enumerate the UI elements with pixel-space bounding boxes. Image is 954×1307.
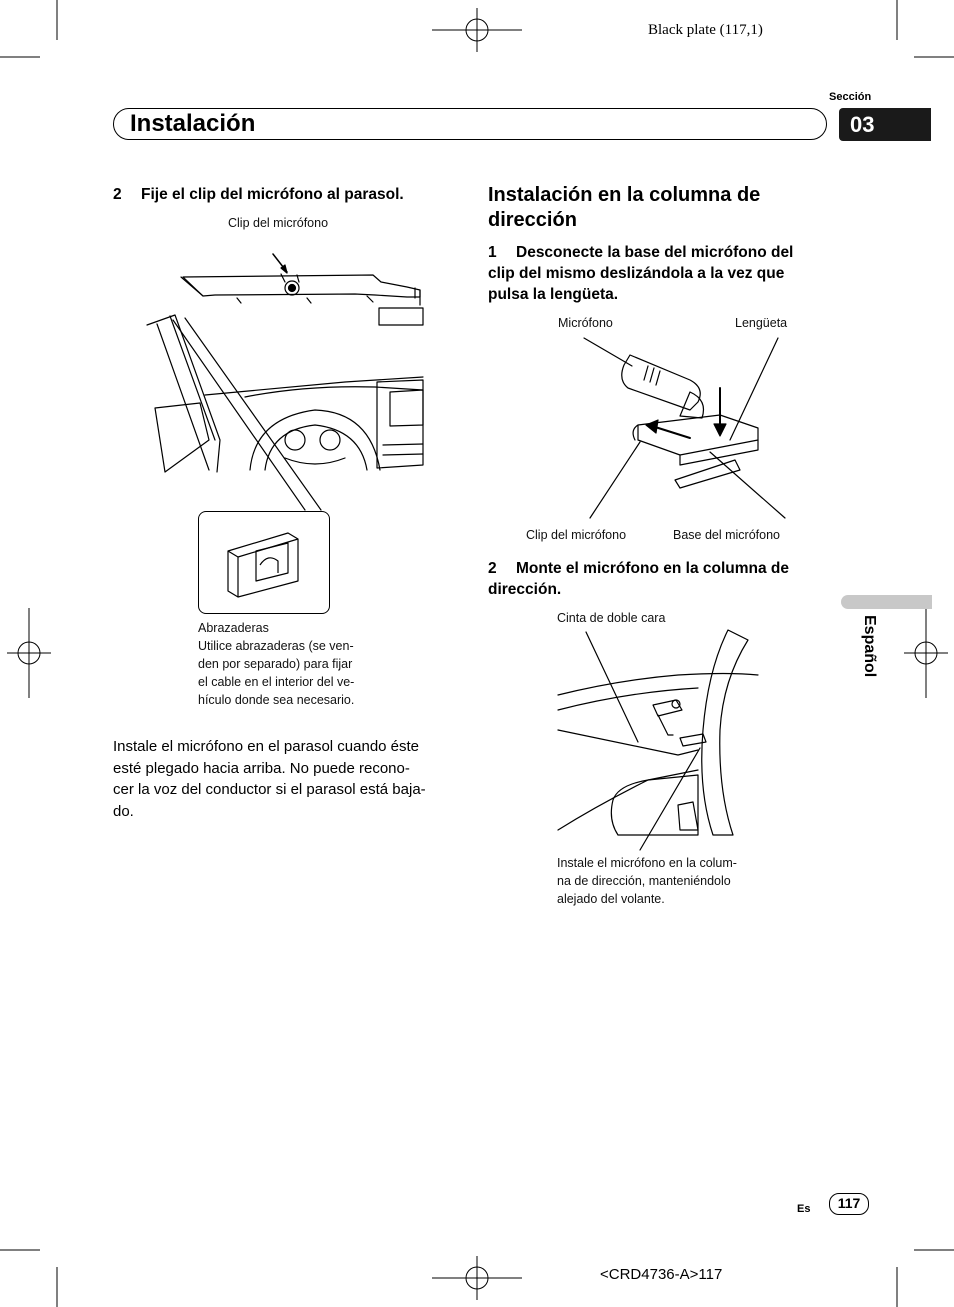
caption-line: el cable en el interior del ve- (198, 675, 355, 689)
footer-lang-code: Es (797, 1203, 811, 1215)
step-text: Fije el clip del micrófono al parasol. (141, 186, 404, 203)
label-clip-microfono: Clip del micrófono (526, 528, 627, 542)
heading-line: dirección (488, 209, 577, 231)
step-number: 1 (488, 244, 497, 261)
caption-line: Utilice abrazaderas (se ven- (198, 639, 354, 653)
plate-label: Black plate (117,1) (648, 22, 763, 38)
left-paragraph (113, 736, 426, 822)
abrazaderas-title: Abrazaderas (198, 621, 269, 635)
abrazaderas-caption (198, 619, 354, 709)
step-text: Monte el micrófono en la columna de (516, 560, 790, 577)
right-heading (488, 183, 760, 233)
step-text: Desconecte la base del micrófono del (516, 244, 794, 261)
caption-line: den por separado) para fijar (198, 657, 353, 671)
caption-line: Instale el micrófono en la colum- (557, 856, 737, 870)
windshield-illustration (145, 240, 425, 510)
caption-line: na de dirección, manteniéndolo (557, 874, 731, 888)
label-cinta-doble-cara: Cinta de doble cara (557, 611, 666, 625)
clip-label: Clip del micrófono (228, 216, 329, 230)
page-title: Instalación (130, 110, 256, 137)
fig3-caption (557, 854, 737, 908)
mic-clip-illustration (580, 330, 780, 530)
step-text: pulsa la lengüeta. (488, 286, 619, 303)
steering-column-illustration (558, 630, 758, 850)
right-step-1 (488, 242, 793, 305)
left-step-2 (113, 184, 404, 205)
language-tab (841, 595, 932, 609)
paragraph-line: Instale el micrófono en el parasol cuando éste (113, 738, 420, 755)
cable-clamp-illustration (198, 511, 330, 614)
step-number: 2 (488, 560, 497, 577)
paragraph-line: cer la voz del conductor si el parasol está baja- (113, 781, 426, 798)
step-text: dirección. (488, 581, 562, 598)
page-number: 117 (829, 1193, 869, 1215)
right-step-2 (488, 558, 789, 600)
language-label: Español (861, 615, 878, 678)
caption-line: hículo donde sea necesario. (198, 693, 355, 707)
section-number-badge: 03 (839, 108, 931, 141)
heading-line: Instalación en la columna de (488, 184, 761, 206)
step-text: clip del mismo deslizándola a la vez que (488, 265, 785, 282)
document-code: <CRD4736-A>117 (600, 1266, 723, 1283)
step-number: 2 (113, 186, 122, 203)
label-base-microfono: Base del micrófono (673, 528, 781, 542)
paragraph-line: do. (113, 802, 134, 820)
label-lengueta: Lengüeta (735, 316, 788, 330)
caption-line: alejado del volante. (557, 892, 665, 906)
label-microfono: Micrófono (558, 316, 613, 330)
seccion-label: Sección (829, 91, 872, 103)
paragraph-line: esté plegado hacia arriba. No puede recono- (113, 759, 410, 777)
